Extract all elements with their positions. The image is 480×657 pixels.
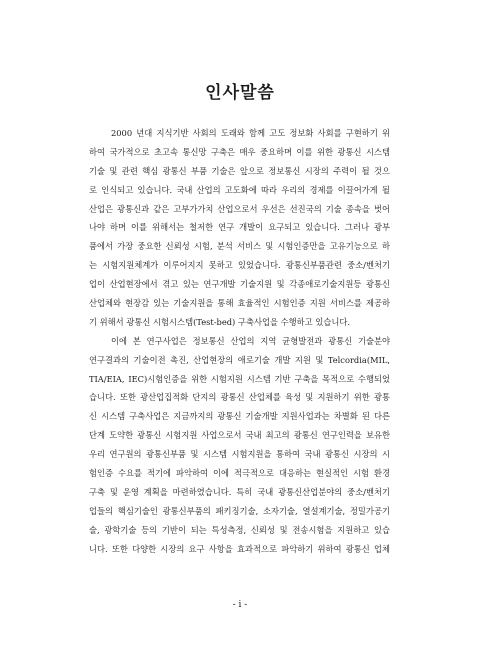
text-line: 나야 하며 이를 위해서는 철저한 연구 개발이 요구되고 있습니다. 그러나 광부 [89, 222, 390, 233]
text-line: 연구결과의 기술이전 촉진, 산업현장의 애로기술 개발 지원 및 Telcordia(MIL, [89, 354, 390, 365]
text-line: 2000 년대 지식기반 사회의 도래와 함께 고도 정보화 사회를 구현하기 위 [111, 128, 390, 138]
text-line: 품에서 가장 중요한 신뢰성 시험, 분석 서비스 및 시험인증만을 고유기능으로 하 [89, 241, 390, 252]
text-line: 업들의 핵심기술인 광통신부품의 패키징기술, 소자기술, 열설계기술, 정밀가공기 [89, 505, 390, 516]
text-line: 단계 도약한 광통신 시험지원 사업으로서 국내 최고의 광통신 연구인력을 보유한 [89, 430, 390, 441]
text-line: 술, 광학기술 등의 기반이 되는 특성측정, 신뢰성 및 전송시험을 지원하고 있습 [89, 524, 390, 535]
text-line: 산업은 광통신과 같은 고부가가치 산업으로서 우선은 선진국의 기술 종속을 벗어 [89, 203, 390, 214]
text-line: 습니다. 또한 광산업집적화 단지의 광통신 산업체를 육성 및 지원하기 위한 광통 [89, 392, 390, 403]
page-number: - i - [232, 600, 248, 610]
text-line: 니다. 또한 다양한 시장의 요구 사항을 효과적으로 파악하기 위하여 광통신 업체 [89, 543, 390, 554]
text-line: 기 위해서 광통신 시험시스템(Test-bed) 구축사업을 수행하고 있습니다. [89, 316, 351, 327]
text-line: 하여 국가적으로 초고속 통신망 구축은 매우 중요하며 이를 위한 광통신 시스템 [89, 146, 390, 157]
text-line: 이에 본 연구사업은 정보통신 산업의 지역 균형발전과 광통신 기술분야 [111, 335, 390, 346]
text-line: 로 인식되고 있습니다. 국내 산업의 고도화에 따라 우리의 경제를 이끌어가게 될 [89, 184, 390, 195]
text-line: TIA/EIA, IEC)시험인증을 위한 시험지원 시스템 기반 구축을 목적으로 수행되었 [89, 373, 390, 384]
text-line: 기술 및 관련 핵심 광통신 부품 기술은 앞으로 정보통신 시장의 주력이 될 것으 [89, 165, 390, 176]
text-line: 산업체와 현장감 있는 기술지원을 통해 효율적인 시험인증 지원 서비스를 제공하 [89, 298, 390, 309]
text-line: 업이 산업현장에서 겪고 있는 연구개발 기술지원 및 각종애로기술지원등 광통신 [89, 279, 390, 290]
text-line: 험인증 수요를 적기에 파악하여 이에 적극적으로 대응하는 현실적인 시험 환경 [89, 468, 390, 479]
text-line: 구축 및 운영 계획을 마련하였습니다. 특히 국내 광통신산업분야의 중소/벤처기 [89, 486, 390, 497]
text-line: 신 시스템 구축사업은 지금까지의 광통신 기술개발 지원사업과는 차별화 된 다른 [89, 411, 390, 422]
text-line: 는 시험지원체계가 이루어지지 못하고 있었습니다. 광통신부품관련 중소/벤처기 [89, 260, 390, 271]
text-line: 우리 연구원의 광통신부품 및 시스템 시험지원을 통하여 국내 광통신 시장의 시 [89, 449, 390, 460]
page-title: 인사말씀 [205, 83, 275, 103]
body-text [89, 124, 390, 558]
